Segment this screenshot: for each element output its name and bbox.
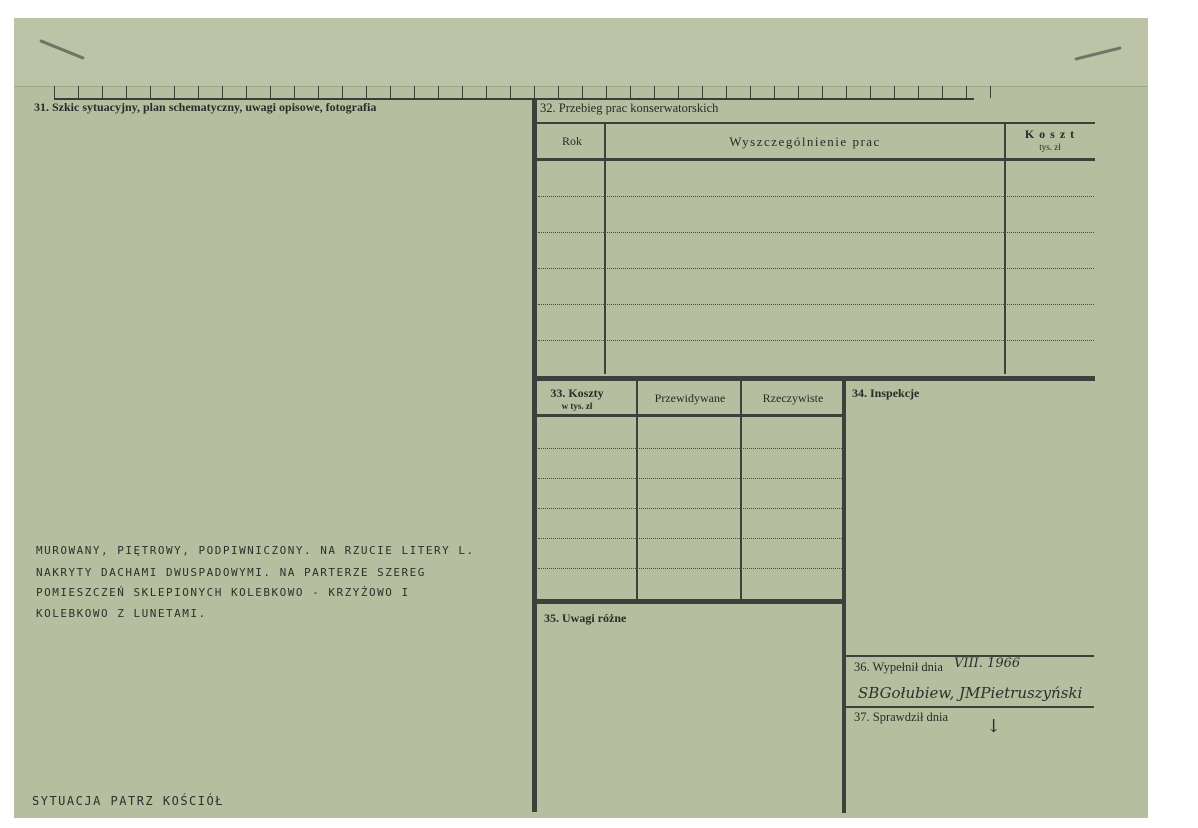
section-35-label: 35. Uwagi różne xyxy=(544,611,627,625)
ruler-tick xyxy=(774,86,775,98)
edge-ruler xyxy=(54,86,974,100)
ruler-tick xyxy=(894,86,895,98)
ruler-tick xyxy=(270,86,271,98)
ruler-tick xyxy=(966,86,967,98)
ruler-tick xyxy=(702,86,703,98)
s33-row-line xyxy=(538,538,842,539)
ruler-tick xyxy=(318,86,319,98)
ruler-tick xyxy=(990,86,991,98)
note-line-1: MUROWANY, PIĘTROWY, PODPIWNICZONY. NA RZUCIE LITERY L. xyxy=(36,544,475,557)
section-31-label: 31. Szkic sytuacyjny, plan schematyczny, uwagi opisowe, fotografia xyxy=(34,100,377,114)
s32-col-koszt xyxy=(1004,124,1006,374)
ruler-tick xyxy=(78,86,79,98)
s32-row-line xyxy=(538,340,1094,341)
s32-header-bottom xyxy=(537,158,1095,161)
ruler-tick xyxy=(126,86,127,98)
ruler-tick xyxy=(918,86,919,98)
s36-signatures: SBGołubiew, JMPietruszyński xyxy=(858,684,1083,702)
s32-row-line xyxy=(538,196,1094,197)
card-top-strip xyxy=(14,18,1148,87)
ruler-tick xyxy=(342,86,343,98)
s32-row-line xyxy=(538,268,1094,269)
note-line-4: KOLEBKOWO Z LUNETAMI. xyxy=(36,607,207,620)
s33-col-planned: Przewidywane xyxy=(654,391,726,405)
ruler-tick xyxy=(798,86,799,98)
ruler-tick xyxy=(150,86,151,98)
s37-top-line xyxy=(846,706,1094,708)
section-36-label: 36. Wypełnił dnia xyxy=(854,660,943,674)
ruler-tick xyxy=(102,86,103,98)
ruler-tick xyxy=(534,86,535,98)
ruler-tick xyxy=(510,86,511,98)
s33-bottom-line xyxy=(537,599,842,604)
s32-header-koszt: K o s z t xyxy=(1024,127,1076,141)
s32-top-line xyxy=(537,122,1095,124)
s32-col-rok xyxy=(604,124,606,374)
ruler-tick xyxy=(294,86,295,98)
ruler-tick xyxy=(414,86,415,98)
record-card xyxy=(14,18,1148,818)
s32-header-work: Wyszczególnienie prac xyxy=(729,134,881,149)
ruler-tick xyxy=(942,86,943,98)
s32-row-line xyxy=(538,232,1094,233)
ruler-tick xyxy=(870,86,871,98)
s32-row-line xyxy=(538,304,1094,305)
ruler-tick xyxy=(198,86,199,98)
ruler-tick xyxy=(726,86,727,98)
ruler-tick xyxy=(54,86,55,98)
ruler-tick xyxy=(678,86,679,98)
ruler-tick xyxy=(174,86,175,98)
ruler-tick xyxy=(462,86,463,98)
s32-bottom-line xyxy=(537,376,1095,381)
s33-col-actual: Rzeczywiste xyxy=(762,391,824,405)
divider-main xyxy=(532,100,537,812)
ruler-tick xyxy=(846,86,847,98)
ruler-tick xyxy=(222,86,223,98)
section-37-label: 37. Sprawdził dnia xyxy=(854,710,949,724)
s36-date-handwritten: VIII. 1966 xyxy=(954,656,1021,671)
s33-row-line xyxy=(538,568,842,569)
note-line-2: NAKRYTY DACHAMI DWUSPADOWYMI. NA PARTERZE SZEREG xyxy=(36,566,426,579)
s33-row-line xyxy=(538,508,842,509)
section-33-label: 33. Koszty xyxy=(550,386,604,400)
ruler-tick xyxy=(246,86,247,98)
ruler-tick xyxy=(486,86,487,98)
ruler-tick xyxy=(582,86,583,98)
s33-header-bottom xyxy=(537,414,842,417)
s33-s34-divider xyxy=(842,381,846,813)
section-33-unit: w tys. zł xyxy=(561,401,593,411)
section-34-label: 34. Inspekcje xyxy=(852,386,920,400)
ruler-tick xyxy=(750,86,751,98)
ruler-tick xyxy=(558,86,559,98)
ruler-tick xyxy=(366,86,367,98)
s33-row-line xyxy=(538,448,842,449)
ruler-tick xyxy=(654,86,655,98)
s32-header-rok: Rok xyxy=(561,134,582,148)
s33-row-line xyxy=(538,478,842,479)
note-footer: SYTUACJA PATRZ KOŚCIÓŁ xyxy=(32,794,224,808)
ruler-tick xyxy=(390,86,391,98)
s37-arrow-mark: ↓ xyxy=(986,716,1002,737)
s32-header-koszt-unit: tys. zł xyxy=(1039,142,1061,152)
ruler-tick xyxy=(630,86,631,98)
ruler-tick xyxy=(822,86,823,98)
ruler-tick xyxy=(606,86,607,98)
section-32-label: 32. Przebieg prac konserwatorskich xyxy=(540,101,719,115)
ruler-tick xyxy=(438,86,439,98)
note-line-3: POMIESZCZEŃ SKLEPIONYCH KOLEBKOWO - KRZYŻOWO I xyxy=(36,586,410,599)
